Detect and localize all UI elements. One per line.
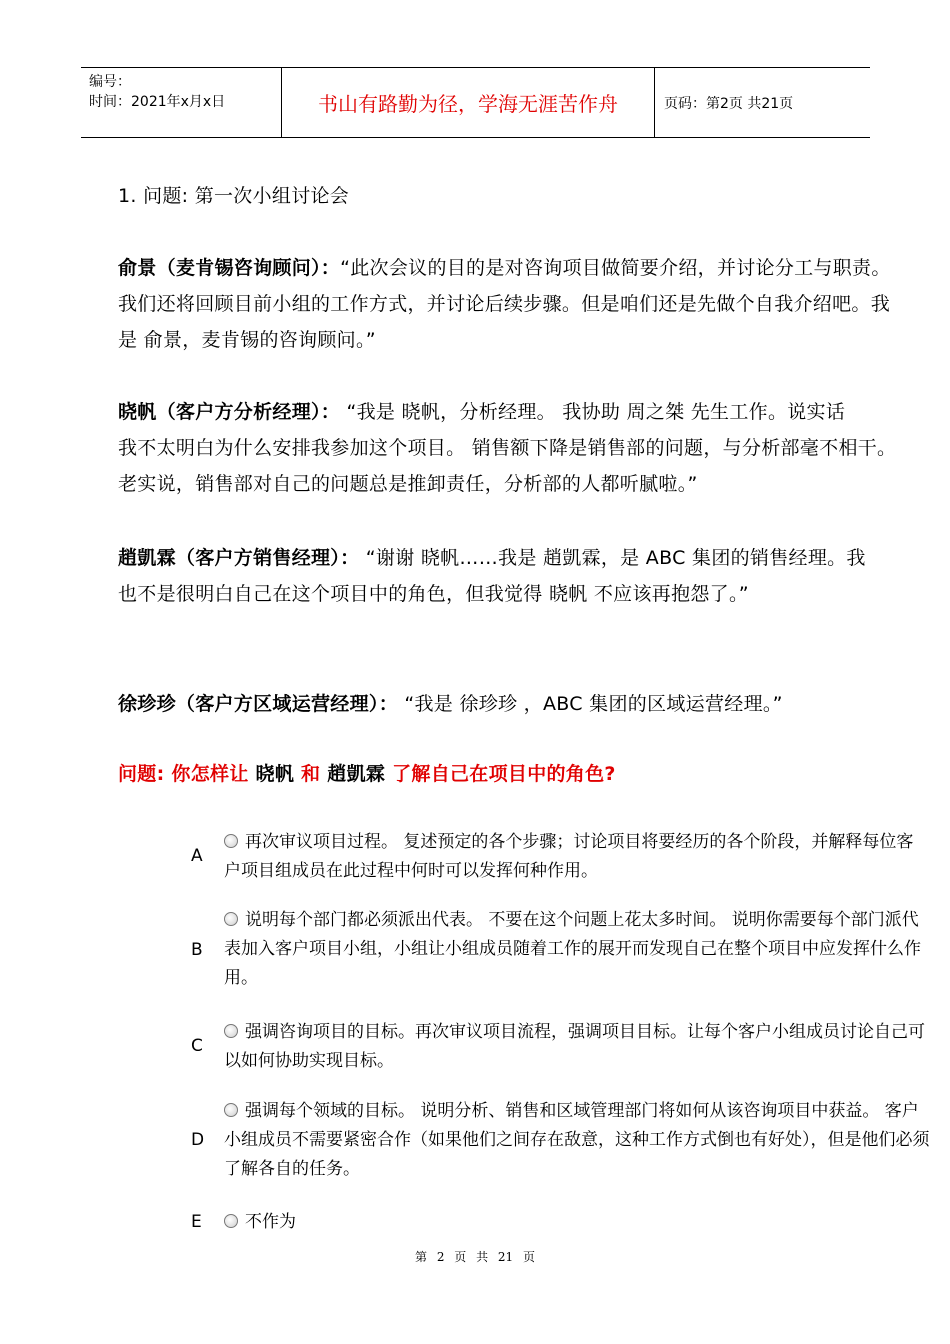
option-c[interactable]: [224, 1018, 925, 1076]
option-line: [224, 1208, 296, 1237]
dialogue-line: [118, 686, 783, 722]
question-name-1: 晓帆: [255, 763, 295, 785]
option-line: 用。: [224, 968, 258, 988]
dialogue-line: 我们还将回顾目前小组的工作方式，并讨论后续步骤。但是咱们还是先做个自我介绍吧。我: [118, 293, 891, 315]
option-line: [224, 828, 913, 857]
document-header: [81, 67, 870, 138]
option-text: 说明每个部门都必须派出代表。 不要在这个问题上花太多时间。 说明你需要每个部门派代: [245, 910, 919, 930]
dialogue-line: 我不太明白为什么安排我参加这个项目。 销售额下降是销售部的问题，与分析部毫不相干。: [118, 437, 897, 459]
dialogue-line: [118, 540, 866, 576]
option-d[interactable]: [224, 1097, 930, 1184]
dialogue-text: “我是 徐珍珍 ，ABC 集团的区域运营经理。”: [398, 693, 783, 715]
option-b[interactable]: [224, 906, 921, 993]
speaker-name: 徐珍珍（客户方区域运营经理）：: [118, 693, 399, 715]
option-line: 表加入客户项目小组，小组让小组成员随着工作的展开而发现自己在整个项目中应发挥什么作: [224, 939, 921, 959]
option-letter-a: A: [191, 846, 203, 866]
radio-button-icon[interactable]: [224, 834, 238, 848]
option-line: [224, 906, 921, 935]
option-line: 以如何协助实现目标。: [224, 1051, 394, 1071]
option-text: 强调每个领域的目标。 说明分析、销售和区域管理部门将如何从该咨询项目中获益。 客户: [245, 1101, 919, 1121]
question-name-2: 趙凱霖: [327, 763, 386, 785]
speaker-name: 俞景（麦肯锡咨询顾问）：: [118, 257, 341, 279]
option-e[interactable]: [224, 1208, 296, 1237]
radio-button-icon[interactable]: [224, 1103, 238, 1117]
option-letter-c: C: [191, 1036, 203, 1056]
dialogue-line: 是 俞景，麦肯锡的咨询顾问。”: [118, 329, 376, 351]
question-prefix: 问题: 你怎样让: [118, 763, 256, 785]
radio-button-icon[interactable]: [224, 1214, 238, 1228]
page-footer: 第 2 页 共 21 页: [415, 1250, 535, 1264]
option-letter-b: B: [191, 940, 203, 960]
option-letter-d: D: [191, 1130, 205, 1150]
dialogue-line: [118, 250, 891, 286]
option-line: 小组成员不需要紧密合作（如果他们之间存在敌意，这种工作方式倒也有好处），但是他们必须: [224, 1130, 930, 1150]
question-suffix: 了解自己在项目中的角色?: [385, 763, 616, 785]
time-label: 时间：2021年x月x日: [89, 94, 226, 110]
speaker-name: 晓帆（客户方分析经理）：: [118, 401, 341, 423]
dialogue-text: “我是 晓帆，分析经理。 我协助 周之桀 先生工作。说实话: [340, 401, 846, 423]
radio-button-icon[interactable]: [224, 912, 238, 926]
option-text: 强调咨询项目的目标。再次审议项目流程，强调项目目标。让每个客户小组成员讨论自己可: [245, 1022, 925, 1042]
dialogue-text: “谢谢 晓帆……我是 趙凱霖，是 ABC 集团的销售经理。我: [359, 547, 866, 569]
option-line: 户项目组成员在此过程中何时可以发挥何种作用。: [224, 861, 598, 881]
radio-button-icon[interactable]: [224, 1024, 238, 1038]
dialogue-line: 老实说，销售部对自己的问题总是推卸责任，分析部的人都听腻啦。”: [118, 473, 698, 495]
number-label: 编号：: [89, 74, 131, 90]
question-and: 和: [294, 763, 328, 785]
question-prompt: [118, 756, 616, 792]
option-a[interactable]: [224, 828, 913, 886]
dialogue-line: [118, 394, 845, 430]
header-divider: [654, 68, 655, 137]
option-text: 再次审议项目过程。 复述预定的各个步骤；讨论项目将要经历的各个阶段，并解释每位客: [245, 832, 914, 852]
option-line: 了解各自的任务。: [224, 1159, 360, 1179]
header-page-info: 页码：第2页 共21页: [664, 95, 794, 112]
header-meta: [89, 72, 225, 112]
speaker-name: 趙凱霖（客户方销售经理）：: [118, 547, 360, 569]
option-line: [224, 1097, 930, 1126]
question-title: 1. 问题: 第一次小组讨论会: [118, 185, 350, 207]
header-motto: 书山有路勤为径，学海无涯苦作舟: [318, 92, 618, 116]
option-letter-e: E: [191, 1212, 202, 1232]
dialogue-line: 也不是很明白自己在这个项目中的角色，但我觉得 晓帆 不应该再抱怨了。”: [118, 583, 749, 605]
option-text: 不作为: [245, 1212, 296, 1232]
option-line: [224, 1018, 925, 1047]
dialogue-text: “此次会议的目的是对咨询项目做简要介绍，并讨论分工与职责。: [340, 257, 891, 279]
